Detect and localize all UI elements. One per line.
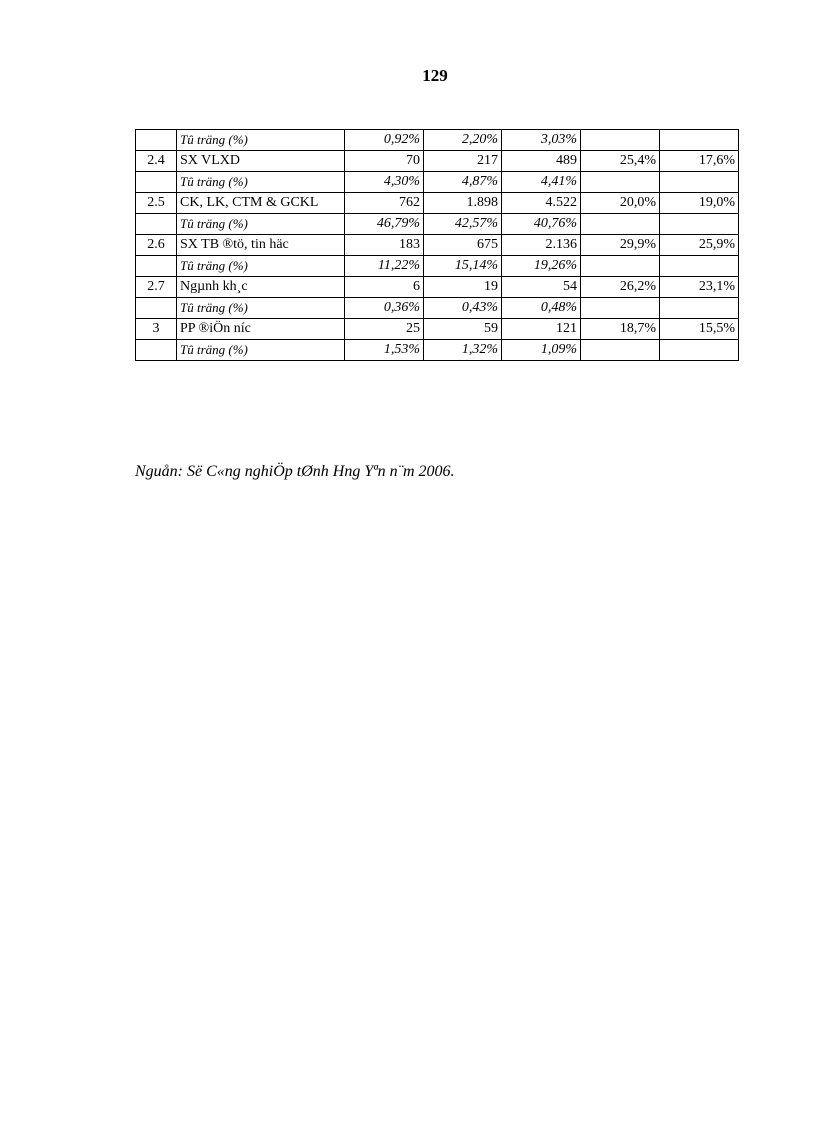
cell-col5 (660, 298, 739, 319)
cell-col4 (581, 298, 660, 319)
cell-col2: 42,57% (424, 214, 502, 235)
table-row (136, 193, 739, 214)
cell-col4 (581, 256, 660, 277)
row-label: Ngµnh kh¸c (177, 277, 345, 298)
cell-col3: 4.522 (502, 193, 581, 214)
cell-col1: 762 (345, 193, 424, 214)
cell-col5: 25,9% (660, 235, 739, 256)
table-row (136, 214, 739, 235)
table-row (136, 130, 739, 151)
cell-col2: 675 (424, 235, 502, 256)
cell-col1: 46,79% (345, 214, 424, 235)
cell-col3: 54 (502, 277, 581, 298)
cell-col5 (660, 214, 739, 235)
row-label: Tû träng (%) (177, 130, 345, 151)
cell-col1: 4,30% (345, 172, 424, 193)
cell-col4: 29,9% (581, 235, 660, 256)
row-label: Tû träng (%) (177, 256, 345, 277)
table-row (136, 172, 739, 193)
row-index: 2.6 (136, 235, 177, 256)
cell-col1: 0,36% (345, 298, 424, 319)
cell-col5: 15,5% (660, 319, 739, 340)
cell-col1: 1,53% (345, 340, 424, 361)
cell-col4 (581, 172, 660, 193)
source-note: Nguån: Së C«ng nghiÖp tØnh Hng Yªn n¨m 2006. (135, 463, 455, 480)
page-number: 129 (422, 66, 448, 85)
row-index: 3 (136, 319, 177, 340)
cell-col4: 25,4% (581, 151, 660, 172)
row-label: SX TB ®tö, tin häc (177, 235, 345, 256)
cell-col3: 3,03% (502, 130, 581, 151)
cell-col5: 23,1% (660, 277, 739, 298)
row-index (136, 256, 177, 277)
cell-col2: 1.898 (424, 193, 502, 214)
cell-col2: 4,87% (424, 172, 502, 193)
cell-col5 (660, 256, 739, 277)
cell-col4: 18,7% (581, 319, 660, 340)
cell-col2: 1,32% (424, 340, 502, 361)
row-label: PP ®iÖn níc (177, 319, 345, 340)
row-label: Tû träng (%) (177, 172, 345, 193)
table-body (136, 130, 739, 361)
cell-col3: 1,09% (502, 340, 581, 361)
cell-col2: 0,43% (424, 298, 502, 319)
cell-col1: 6 (345, 277, 424, 298)
cell-col2: 217 (424, 151, 502, 172)
row-label: Tû träng (%) (177, 298, 345, 319)
cell-col5 (660, 130, 739, 151)
cell-col1: 0,92% (345, 130, 424, 151)
row-index (136, 130, 177, 151)
row-label: Tû träng (%) (177, 340, 345, 361)
cell-col3: 2.136 (502, 235, 581, 256)
table-row (136, 298, 739, 319)
cell-col5 (660, 340, 739, 361)
data-table (135, 129, 739, 361)
table-row (136, 151, 739, 172)
row-index (136, 298, 177, 319)
row-index: 2.4 (136, 151, 177, 172)
cell-col1: 11,22% (345, 256, 424, 277)
cell-col4 (581, 340, 660, 361)
table-row (136, 277, 739, 298)
cell-col2: 19 (424, 277, 502, 298)
row-index (136, 340, 177, 361)
row-index (136, 214, 177, 235)
row-label: Tû träng (%) (177, 214, 345, 235)
cell-col1: 183 (345, 235, 424, 256)
table-row (136, 256, 739, 277)
cell-col3: 19,26% (502, 256, 581, 277)
cell-col5: 17,6% (660, 151, 739, 172)
cell-col2: 59 (424, 319, 502, 340)
cell-col5 (660, 172, 739, 193)
row-index (136, 172, 177, 193)
row-label: SX VLXD (177, 151, 345, 172)
row-index: 2.5 (136, 193, 177, 214)
cell-col4: 26,2% (581, 277, 660, 298)
cell-col4: 20,0% (581, 193, 660, 214)
table-row (136, 319, 739, 340)
cell-col5: 19,0% (660, 193, 739, 214)
cell-col1: 70 (345, 151, 424, 172)
table-row (136, 235, 739, 256)
row-label: CK, LK, CTM & GCKL (177, 193, 345, 214)
cell-col3: 489 (502, 151, 581, 172)
table-row (136, 340, 739, 361)
cell-col2: 2,20% (424, 130, 502, 151)
cell-col2: 15,14% (424, 256, 502, 277)
cell-col3: 121 (502, 319, 581, 340)
cell-col3: 0,48% (502, 298, 581, 319)
cell-col1: 25 (345, 319, 424, 340)
cell-col4 (581, 214, 660, 235)
cell-col3: 40,76% (502, 214, 581, 235)
row-index: 2.7 (136, 277, 177, 298)
cell-col4 (581, 130, 660, 151)
cell-col3: 4,41% (502, 172, 581, 193)
